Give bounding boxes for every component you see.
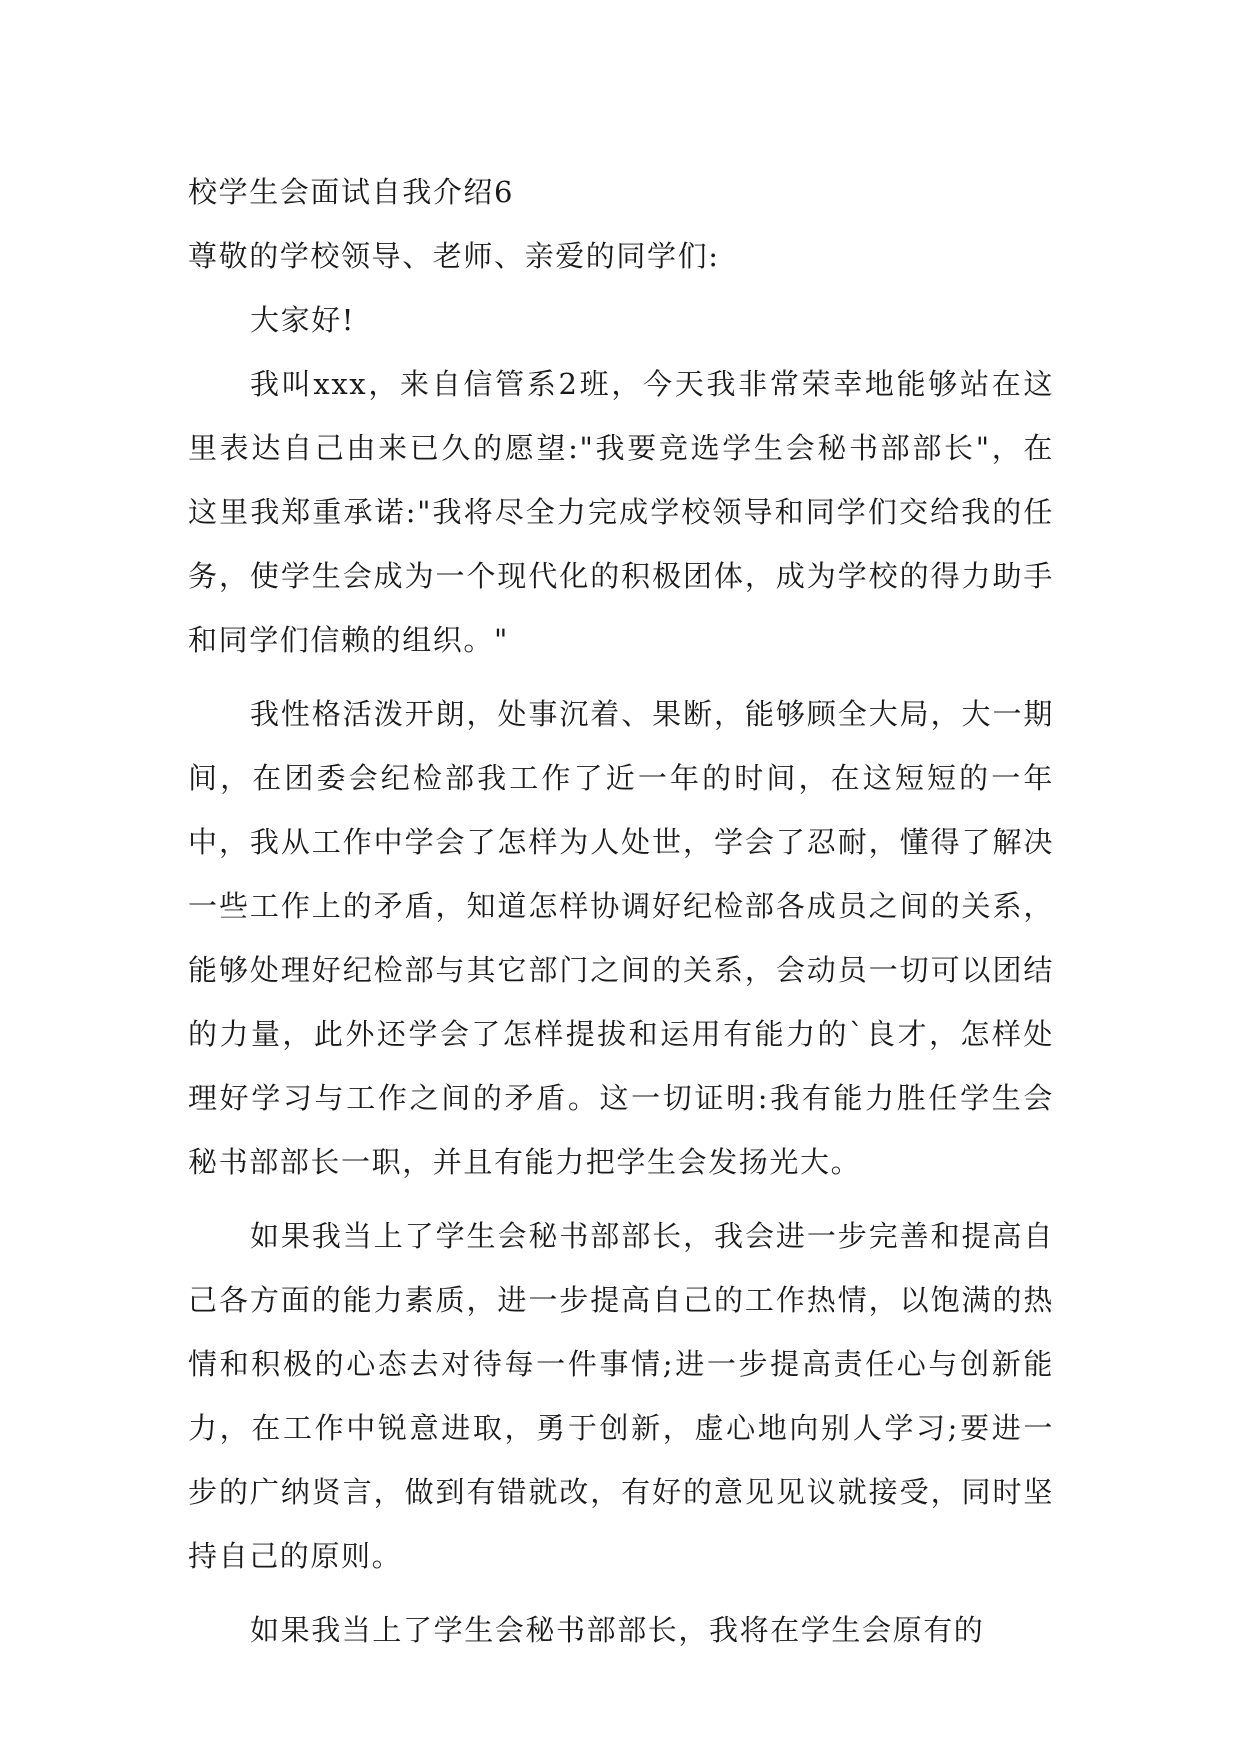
document-body <box>188 160 1054 1662</box>
paragraph-plan-one: 如果我当上了学生会秘书部部长，我会进一步完善和提高自己各方面的能力素质，进一步提高自己的工作热情，以饱满的热情和积极的心态去对待每一件事情;进一步提高责任心与创新能力，在工作中锐意进取，勇于创新，虚心地向别人学习;要进一步的广纳贤言，做到有错就改，有好的意见见议就接受，同时坚持自己的原则。 <box>188 1219 1054 1573</box>
paragraph-introduction: 我叫xxx，来自信管系2班，今天我非常荣幸地能够站在这里表达自己由来已久的愿望:"我要竞选学生会秘书部部长"，在这里我郑重承诺:"我将尽全力完成学校领导和同学们交给我的任务，使学生会成为一个现代化的积极团体，成为学校的得力助手和同学们信赖的组织。" <box>188 367 1054 657</box>
salutation: 尊敬的学校领导、老师、亲爱的同学们: <box>188 239 720 273</box>
paragraph-experience: 我性格活泼开朗，处事沉着、果断，能够顾全大局，大一期间，在团委会纪检部我工作了近一年的时间，在这短短的一年中，我从工作中学会了怎样为人处世，学会了忍耐，懂得了解决一些工作上的矛盾，知道怎样协调好纪检部各成员之间的关系，能够处理好纪检部与其它部门之间的关系，会动员一切可以团结的力量，此外还学会了怎样提拔和运用有能力的`良才，怎样处理好学习与工作之间的矛盾。这一切证明:我有能力胜任学生会秘书部部长一职，并且有能力把学生会发扬光大。 <box>188 697 1054 1179</box>
paragraph-plan-two: 如果我当上了学生会秘书部部长，我将在学生会原有的 <box>250 1613 985 1647</box>
paragraph-greeting: 大家好! <box>250 303 356 337</box>
document-title: 校学生会面试自我介绍6 <box>188 175 515 209</box>
